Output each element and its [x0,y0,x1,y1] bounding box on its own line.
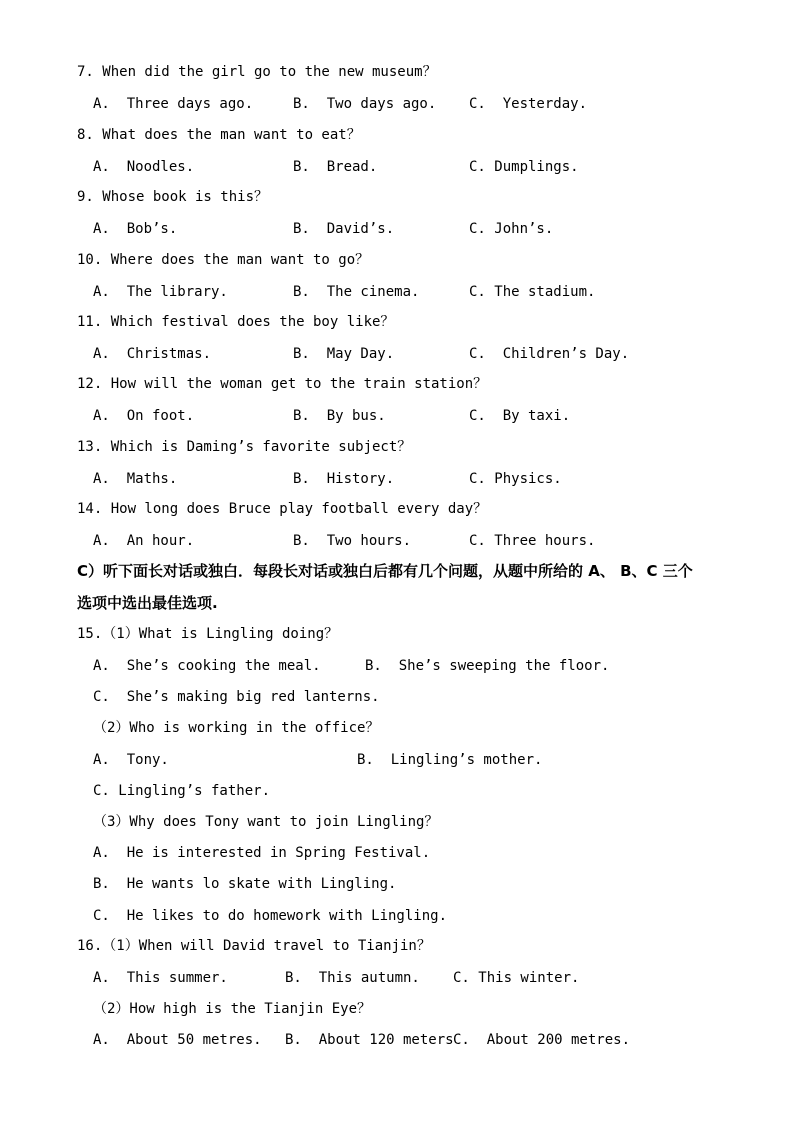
question-11: 11. Which festival does the boy like？ [77,314,395,330]
q9-option-a: A. Bob’s. [93,221,178,237]
q10-option-c: C. The stadium. [469,284,596,300]
q15-2-option-a: A. Tony. [93,752,169,768]
q10-option-a: A. The library. [93,284,228,300]
question-15-2: （2）Who is working in the office？ [93,720,380,736]
q14-option-a: A. An hour. [93,533,195,549]
q10-option-b: B. The cinema. [293,284,420,300]
q9-option-c: C. John’s. [469,221,554,237]
q8-option-b: B. Bread. [293,159,378,175]
q16-1-option-c: C. This winter. [453,970,580,986]
question-9: 9. Whose book is this？ [77,189,269,205]
q12-option-b: B. By bus. [293,408,386,424]
q14-option-c: C. Three hours. [469,533,596,549]
q9-option-b: B. David’s. [293,221,395,237]
q15-2-option-c: C. Lingling’s father. [93,783,271,799]
question-15-3: （3）Why does Tony want to join Lingling？ [93,814,439,830]
question-16-1: 16.（1）When will David travel to Tianjin？ [77,938,431,954]
section-c-heading-line1: C）听下面长对话或独白．每段长对话或独白后都有几个问题，从题中所给的 A、 B、C 三个 [77,562,693,580]
q16-2-option-c: C. About 200 metres. [453,1032,631,1048]
q15-3-option-c: C. He likes to do homework with Lingling. [93,908,448,924]
q15-1-option-a: A. She’s cooking the meal. [93,658,321,674]
q16-1-option-b: B. This autumn. [285,970,420,986]
q13-option-a: A. Maths. [93,471,178,487]
q14-option-b: B. Two hours. [293,533,412,549]
q15-2-option-b: B. Lingling’s mother. [357,752,543,768]
question-14: 14. How long does Bruce play football every day？ [77,501,488,517]
q15-1-option-b: B. She’s sweeping the floor. [365,658,610,674]
question-13: 13. Which is Daming’s favorite subject？ [77,439,412,455]
q11-option-a: A. Christmas. [93,346,212,362]
section-c-heading-line2: 选项中选出最佳选项. [77,594,218,612]
question-15-1: 15.（1）What is Lingling doing？ [77,626,339,642]
q7-option-b: B. Two days ago. [293,96,437,112]
q12-option-a: A. On foot. [93,408,195,424]
question-12: 12. How will the woman get to the train station？ [77,376,488,392]
q15-3-option-b: B. He wants lo skate with Lingling. [93,876,397,892]
q11-option-b: B. May Day. [293,346,395,362]
q13-option-c: C. Physics. [469,471,562,487]
question-8: 8. What does the man want to eat？ [77,127,361,143]
question-16-2: （2）How high is the Tianjin Eye？ [93,1001,372,1017]
q7-option-c: C. Yesterday. [469,96,588,112]
question-7: 7. When did the girl go to the new museum？ [77,64,437,80]
question-10: 10. Where does the man want to go？ [77,252,370,268]
q13-option-b: B. History. [293,471,395,487]
q11-option-c: C. Children’s Day. [469,346,630,362]
q8-option-c: C. Dumplings. [469,159,579,175]
q8-option-a: A. Noodles. [93,159,195,175]
q15-3-option-a: A. He is interested in Spring Festival. [93,845,431,861]
q16-2-option-b: B. About 120 meters [285,1032,454,1048]
q7-option-a: A. Three days ago. [93,96,254,112]
q15-1-option-c: C. She’s making big red lanterns. [93,689,380,705]
q12-option-c: C. By taxi. [469,408,571,424]
q16-1-option-a: A. This summer. [93,970,228,986]
q16-2-option-a: A. About 50 metres. [93,1032,262,1048]
